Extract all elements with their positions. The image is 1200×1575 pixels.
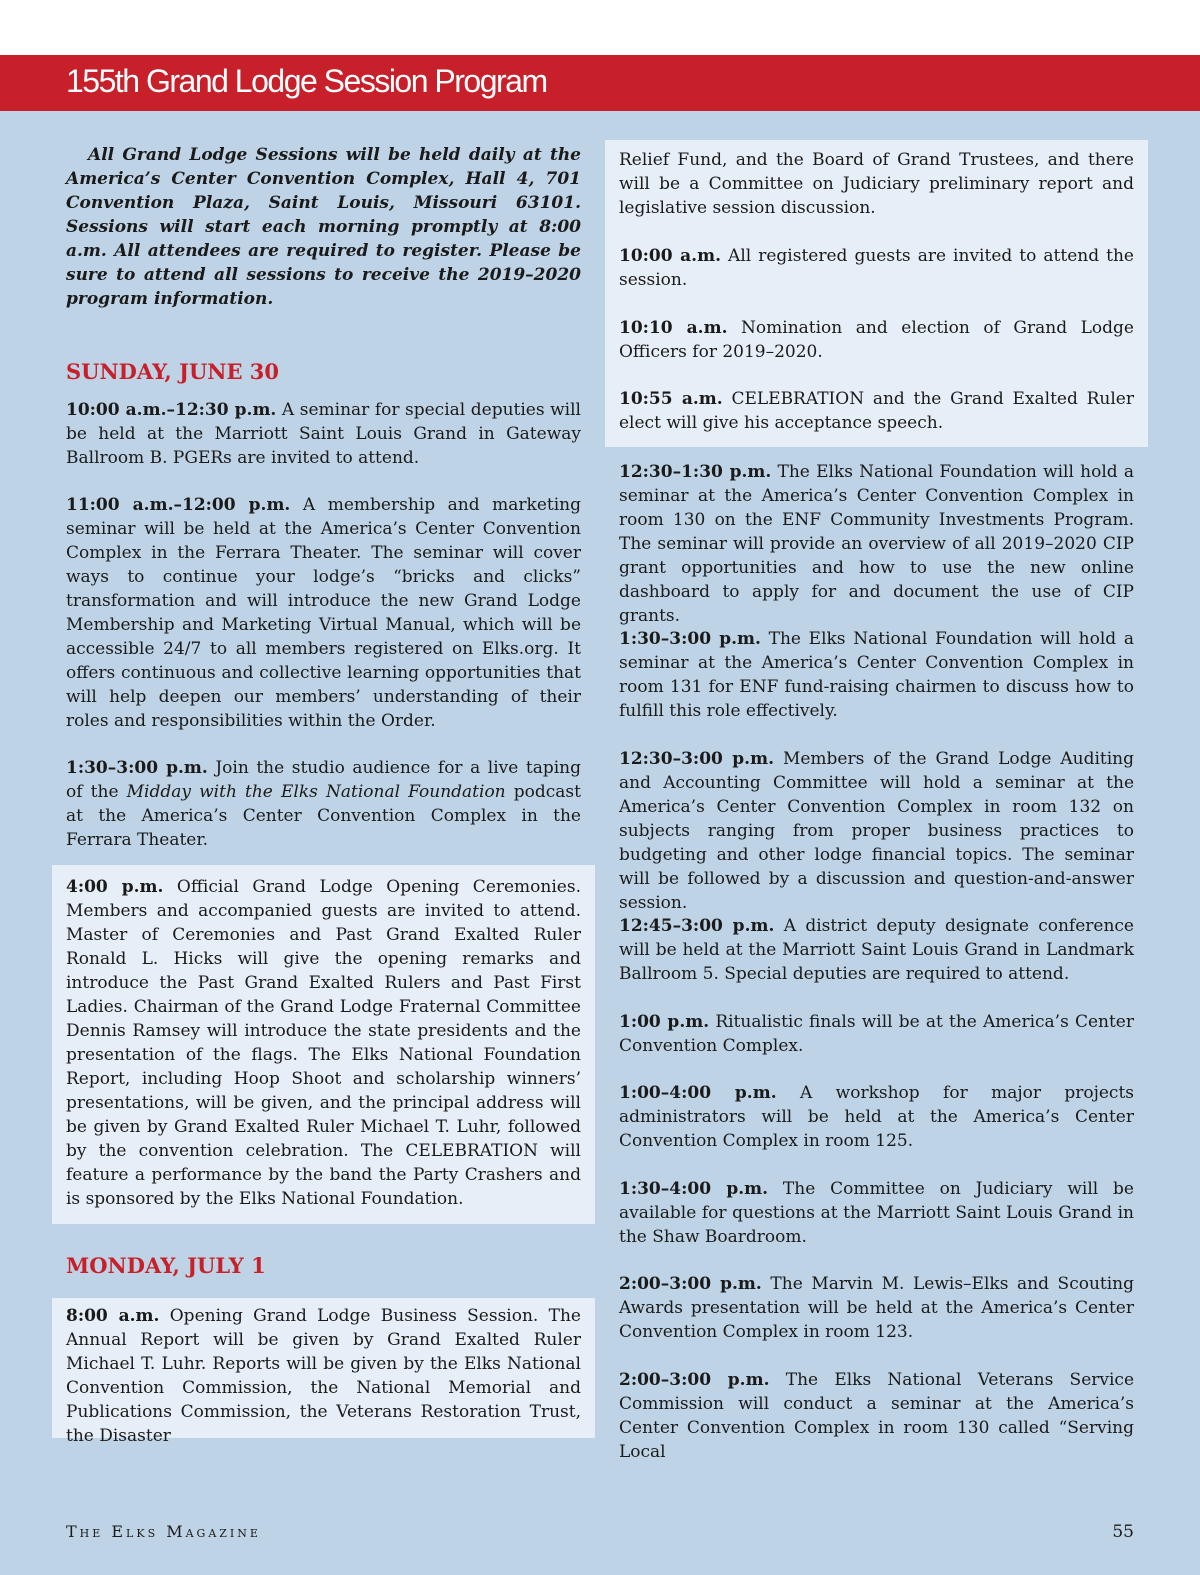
continued-text: Relief Fund, and the Board of Grand Trustees, and there will be a Committee on Judiciary preliminary report and legislative session discussion. [619,150,1134,218]
entry-time: 1:30–3:00 p.m. [619,629,761,649]
entry-time: 11:00 a.m.–12:00 p.m. [66,495,291,515]
entry-text: Members of the Grand Lodge Auditing and Accounting Committee will hold a seminar at the America’s Center Convention Complex in room 132 on subjects ranging from proper business practices to budgeting and other lodge financial topics. The seminar will be followed by a discussion and question-and-answer session. [619,749,1135,913]
entry-text: Join the studio audience for a live taping of the [66,758,581,802]
entry-text: Ritualistic finals will be at the America’s Center Convention Complex. [619,1012,1134,1056]
entry-time: 10:00 a.m.–12:30 p.m. [66,400,277,420]
entry-text: A district deputy designate conference will be held at the Marriott Saint Louis Grand in Landmark Ballroom 5. Special deputies are required to attend. [619,916,1134,984]
magazine-name: The Elks Magazine [66,1522,261,1541]
entry-text: A seminar for special deputies will be held at the Marriott Saint Louis Grand in Gateway Ballroom B. PGERs are invited to attend. [66,400,581,468]
entry-time: 4:00 p.m. [66,877,164,897]
entry-text: The Elks National Veterans Service Commission will conduct a seminar at the America’s Center Convention Complex in room 130 called “Serving Local [619,1370,1134,1462]
entry-time: 10:55 a.m. [619,389,723,409]
entry-text: CELEBRATION and the Grand Exalted Ruler elect will give his acceptance speech. [619,389,1134,433]
entry-text: The Elks National Foundation will hold a seminar at the America’s Center Convention Complex in room 130 on the ENF Community Investments Program. The seminar will provide an overview of all 2019–2020 CIP grant opportunities and how to use the new online dashboard to apply for and document the use of CIP grants. [619,462,1134,626]
highlight-box [52,865,595,1224]
entry-time: 10:10 a.m. [619,318,728,338]
title-banner [0,55,1200,111]
entry-text: All registered guests are invited to attend the session. [619,246,1134,290]
entry-text: Nomination and election of Grand Lodge Officers for 2019–2020. [619,318,1134,362]
page-number: 55 [1112,1522,1134,1542]
schedule-entry [619,1177,1134,1249]
sunday-heading: SUNDAY, JUNE 30 [66,359,280,384]
entry-text: A workshop for major projects administrators will be held at the America’s Center Convention Complex in room 125. [619,1083,1135,1151]
schedule-entry [619,1368,1134,1464]
schedule-entry [66,756,581,852]
schedule-entry [619,1272,1134,1344]
entry-time: 8:00 a.m. [66,1306,160,1326]
entry-time: 12:30–1:30 p.m. [619,462,772,482]
entry-text: A membership and marketing seminar will be held at the America’s Center Convention Complex in the Ferrara Theater. The seminar will cover ways to continue your lodge’s “bricks and clicks” transformation and will introduce the new Grand Lodge Membership and Marketing Virtual Manual, which will be accessible 24/7 to all members registered on Elks.org. It offers continuous and collective learning opportunities that will help deepen our members’ understanding of their roles and responsibilities within the Order. [66,495,581,731]
schedule-entry [66,398,581,470]
schedule-entry [66,493,581,733]
schedule-entry [619,627,1134,723]
entry-time: 1:30–3:00 p.m. [66,758,208,778]
entry-time: 1:00 p.m. [619,1012,710,1032]
entry-text: Official Grand Lodge Opening Ceremonies. Members and accompanied guests are invited to attend. Master of Ceremonies and Past Grand Exalted Ruler Ronald L. Hicks will give the opening remarks and introduce the Past Grand Exalted Rulers and Past First Ladies. Chairman of the Grand Lodge Fraternal Committee Dennis Ramsey will introduce the state presidents and the presentation of the flags. The Elks National Foundation Report, including Hoop Shoot and scholarship winners’ presentations, will be given, and the principal address will be given by Grand Exalted Ruler Michael T. Luhr, followed by the convention celebration. The CELEBRATION will feature a performance by the band the Party Crashers and is sponsored by the Elks National Foundation. [66,877,581,1209]
schedule-entry [619,460,1134,628]
entry-time: 1:30–4:00 p.m. [619,1179,769,1199]
schedule-entry [619,914,1134,986]
monday-heading: MONDAY, JULY 1 [66,1253,266,1278]
entry-text: podcast at the America’s Center Convention Complex in the Ferrara Theater. [66,782,581,850]
podcast-title: Midday with the Elks National Foundation [126,782,506,802]
entry-time: 12:45–3:00 p.m. [619,916,775,936]
entry-text: The Committee on Judiciary will be available for questions at the Marriott Saint Louis Grand in the Shaw Boardroom. [619,1179,1134,1247]
schedule-entry [619,1081,1134,1153]
entry-time: 12:30–3:00 p.m. [619,749,775,769]
entry-text: The Elks National Foundation will hold a seminar at the America’s Center Convention Complex in room 131 for ENF fund-raising chairmen to discuss how to fulfill this role effectively. [619,629,1134,721]
entry-text: Opening Grand Lodge Business Session. The Annual Report will be given by Grand Exalted Ruler Michael T. Luhr. Reports will be given by the Elks National Convention Commission, the National Memorial and Publications Commission, the Veterans Restoration Trust, the Disaster [66,1306,581,1446]
highlight-box [52,1298,595,1446]
entry-time: 10:00 a.m. [619,246,721,266]
page-title: 155th Grand Lodge Session Program [66,63,547,99]
entry-time: 2:00–3:00 p.m. [619,1370,770,1390]
entry-time: 2:00–3:00 p.m. [619,1274,762,1294]
entry-time: 1:00–4:00 p.m. [619,1083,777,1103]
schedule-entry [619,747,1134,915]
entry-text: The Marvin M. Lewis–Elks and Scouting Awards presentation will be held at the America’s Center Convention Complex in room 123. [619,1274,1135,1342]
schedule-entry [619,1010,1134,1058]
highlight-box [605,140,1148,447]
intro-paragraph: All Grand Lodge Sessions will be held daily at the America’s Center Convention Complex, Hall 4, 701 Convention Plaza, Saint Louis, Missouri 63101. Sessions will start each morning promptly at 8:00 a.m. All attendees are required to register. Please be sure to attend all sessions to receive the 2019–2020 program information. [66,145,581,309]
